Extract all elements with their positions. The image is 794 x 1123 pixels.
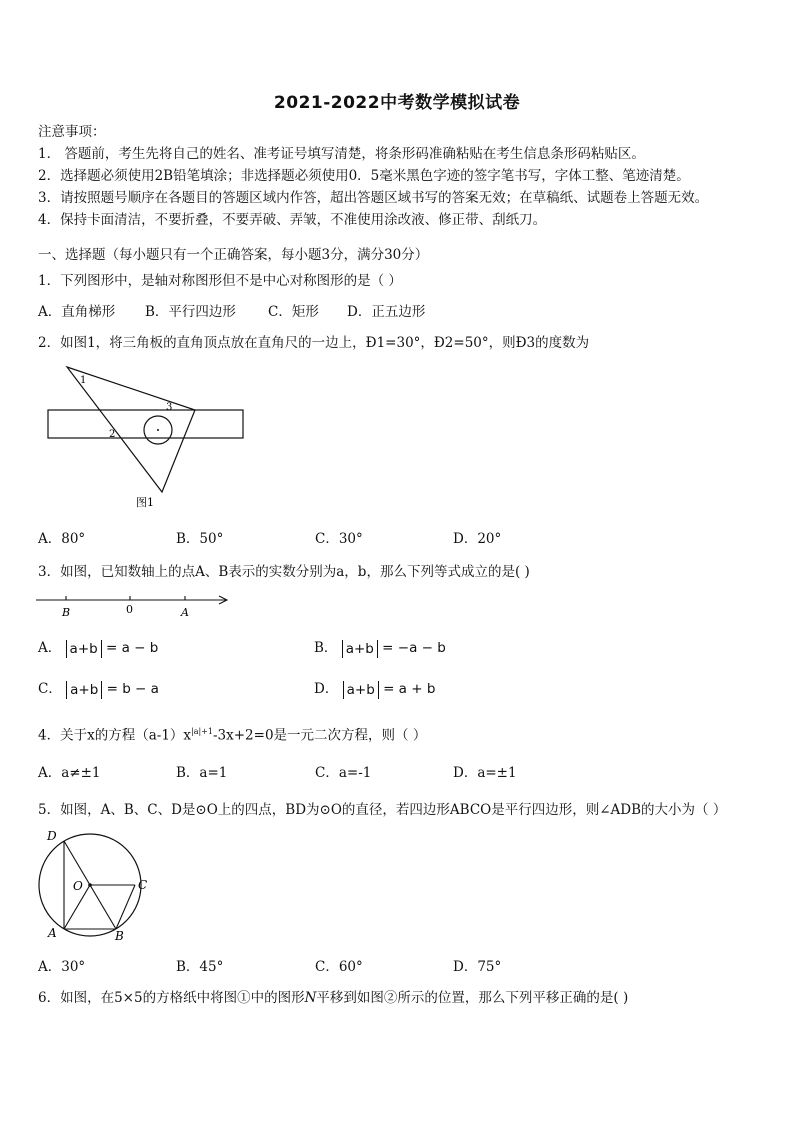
option-letter: D． bbox=[314, 681, 339, 697]
q4-option-d: D．a=±1 bbox=[453, 765, 517, 781]
figure-caption: 图1 bbox=[136, 496, 154, 509]
notice-item-1: 1． 答题前，考生先将自己的姓名、准考证号填写清楚，将条形码准确粘贴在考生信息条形码粘贴区。 bbox=[38, 146, 645, 162]
absolute-value: a+b bbox=[343, 681, 379, 699]
q6-stem-post: 平移到如图②所示的位置，那么下列平移正确的是( ) bbox=[316, 990, 629, 1006]
q4-option-b: B．a=1 bbox=[176, 765, 228, 781]
option-letter: B． bbox=[314, 640, 338, 656]
q4-option-c: C．a=-1 bbox=[315, 765, 372, 781]
q2-option-a: A．80° bbox=[38, 531, 86, 547]
point-b-label: B bbox=[115, 929, 124, 943]
option-rhs: = a − b bbox=[106, 640, 159, 656]
q6-stem-pre: 6．如图，在5×5的方格纸中将图①中的图形 bbox=[38, 990, 305, 1006]
q5-option-a: A．30° bbox=[38, 959, 86, 975]
q3-option-a bbox=[38, 638, 158, 658]
angle-2-label: 2 bbox=[109, 429, 116, 440]
page-title: 2021-2022中考数学模拟试卷 bbox=[273, 93, 521, 113]
q2-option-c: C．30° bbox=[315, 531, 363, 547]
point-b-label: B bbox=[62, 606, 71, 619]
notice-item-4: 4．保持卡面清洁，不要折叠，不要弄破、弄皱，不准使用涂改液、修正带、刮纸刀。 bbox=[38, 212, 547, 228]
q5-option-b: B．45° bbox=[176, 959, 224, 975]
absolute-value: a+b bbox=[66, 640, 102, 658]
absolute-value: a+b bbox=[66, 681, 102, 699]
q3-number-line bbox=[36, 590, 236, 622]
section-heading: 一、选择题（每小题只有一个正确答案，每小题3分，满分30分） bbox=[38, 247, 429, 263]
hole-center-dot bbox=[157, 429, 159, 431]
center-point bbox=[88, 883, 92, 887]
q5-stem: 5．如图，A、B、C、D是⊙O上的四点，BD为⊙O的直径，若四边形ABCO是平行四边形，则∠ADB的大小为（ ） bbox=[38, 802, 727, 818]
q3-option-d bbox=[314, 679, 435, 699]
q1-stem: 1．下列图形中，是轴对称图形但不是中心对称图形的是（ ） bbox=[38, 273, 402, 289]
q4-stem-post: -3x+2=0是一元二次方程，则（ ） bbox=[212, 727, 427, 744]
q6-stem bbox=[38, 988, 628, 1008]
q1-option-c: C．矩形 bbox=[268, 304, 319, 320]
point-o-label: O bbox=[73, 879, 83, 893]
option-rhs: = a + b bbox=[383, 681, 436, 697]
q3-option-b bbox=[314, 638, 446, 658]
notice-item-2: 2．选择题必须使用2B铅笔填涂；非选择题必须使用0．5毫米黑色字迹的签字笔书写，字体工整、笔迹清楚。 bbox=[38, 168, 690, 184]
q4-exponent: |a|+1 bbox=[191, 727, 213, 736]
notice-item-3: 3．请按照题号顺序在各题目的答题区域内作答，超出答题区域书写的答案无效；在草稿纸、试题卷上答题无效。 bbox=[38, 190, 709, 206]
option-rhs: = b − a bbox=[106, 681, 159, 697]
point-d-label: D bbox=[47, 829, 57, 843]
q5-option-c: C．60° bbox=[315, 959, 363, 975]
q1-option-b: B．平行四边形 bbox=[145, 304, 236, 320]
q4-stem-pre: 4．关于x的方程（a-1）x bbox=[38, 727, 192, 744]
point-c-label: C bbox=[138, 878, 148, 892]
q1-option-a: A．直角梯形 bbox=[38, 304, 116, 320]
q1-option-d: D．正五边形 bbox=[347, 304, 426, 320]
notice-heading: 注意事项： bbox=[38, 124, 106, 140]
point-a-label: A bbox=[181, 606, 189, 619]
q5-option-d: D．75° bbox=[453, 959, 502, 975]
option-rhs: = −a − b bbox=[382, 640, 446, 656]
option-letter: A． bbox=[38, 640, 62, 656]
q2-option-b: B．50° bbox=[176, 531, 224, 547]
q2-figure-triangle-ruler bbox=[40, 360, 255, 515]
q6-variable: N bbox=[304, 990, 317, 1006]
q5-figure-circle bbox=[32, 826, 157, 944]
option-letter: C． bbox=[38, 681, 62, 697]
q2-stem: 2．如图1，将三角板的直角顶点放在直角尺的一边上，Ð1=30°，Ð2=50°，则Ð3的度数为 bbox=[38, 335, 590, 351]
angle-1-label: 1 bbox=[80, 375, 87, 386]
point-a-label: A bbox=[48, 926, 57, 940]
q2-option-d: D．20° bbox=[453, 531, 502, 547]
absolute-value: a+b bbox=[342, 640, 378, 658]
angle-3-label: 3 bbox=[166, 402, 173, 413]
q3-option-c bbox=[38, 679, 159, 699]
q3-stem: 3．如图，已知数轴上的点A、B表示的实数分别为a，b，那么下列等式成立的是( ) bbox=[38, 564, 530, 580]
q4-option-a: A．a≠±1 bbox=[38, 765, 101, 781]
q4-stem bbox=[38, 722, 426, 746]
origin-label: 0 bbox=[126, 603, 133, 616]
